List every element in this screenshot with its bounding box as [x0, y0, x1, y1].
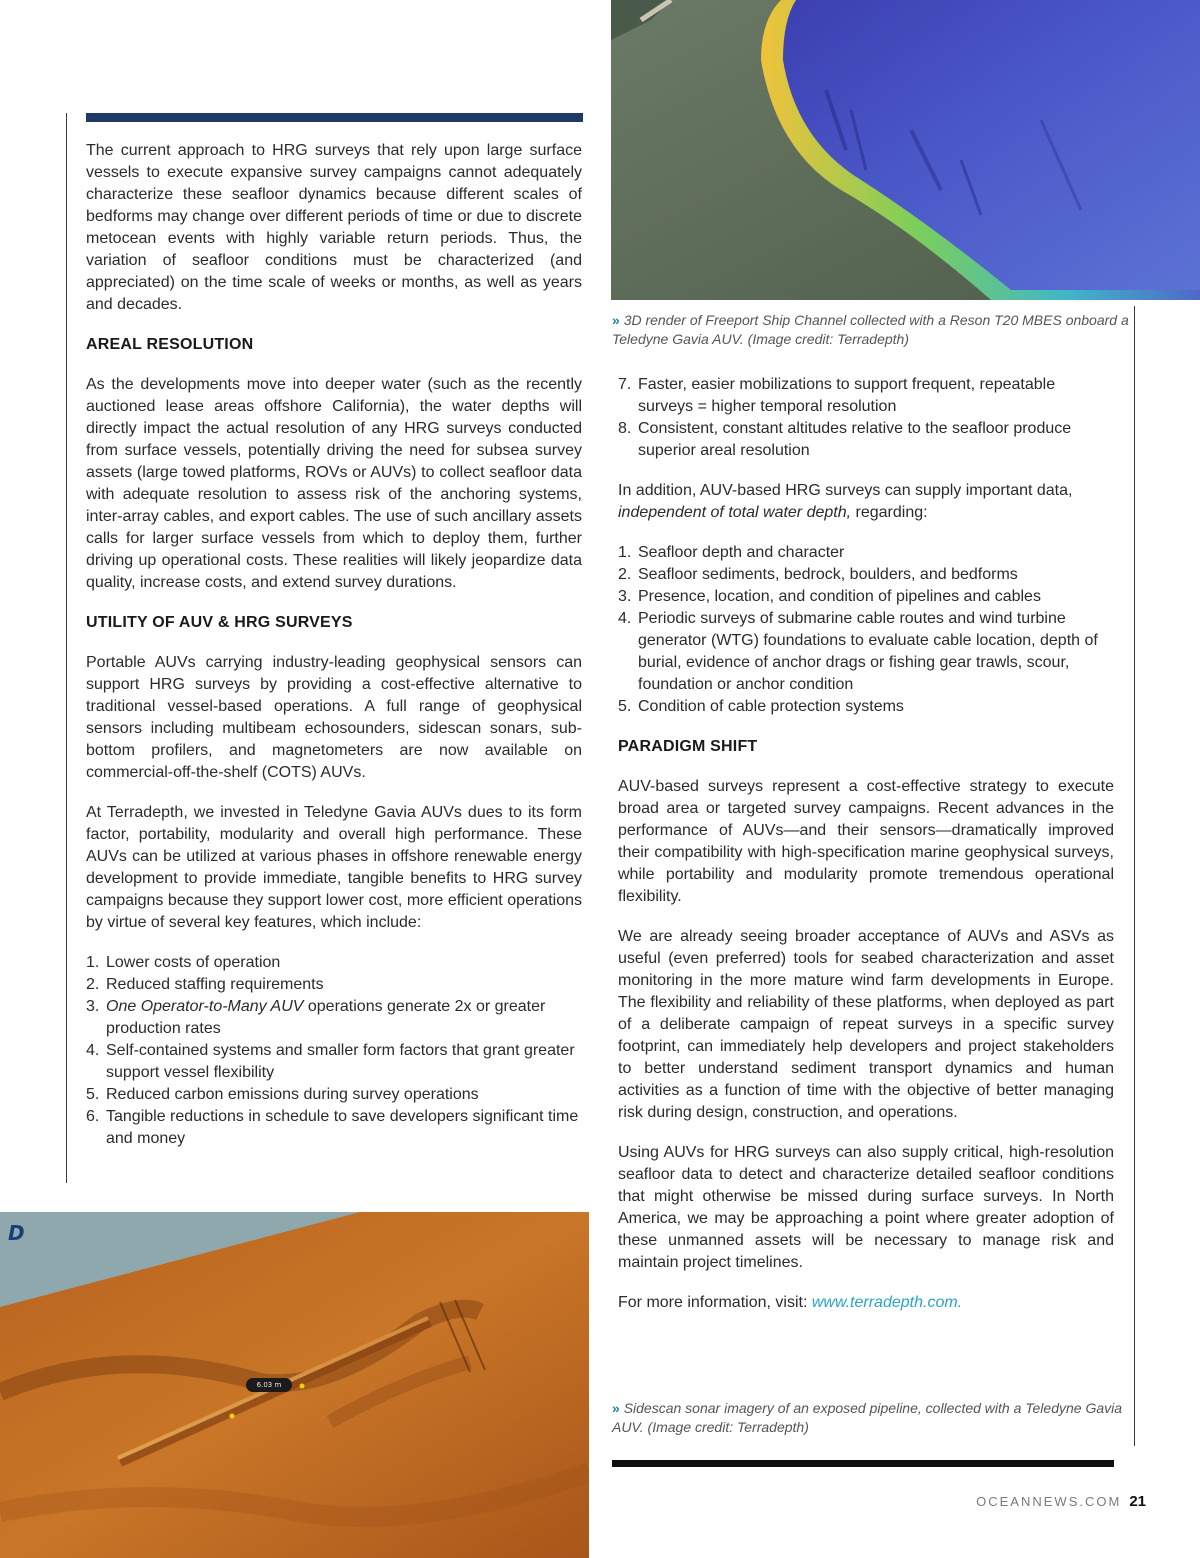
areal-paragraph: As the developments move into deeper water (such as the recently auctioned lease areas offshore California), the water depths will directly impact the actual resolution of any HRG surveys conducted from surface vessels, potentially driving the need for subsea survey assets (large towed platforms, ROVs or AUVs) to collect seafloor data with adequate resolution to assess risk of the anchoring systems, inter-array cables, and export cables. The use of such ancillary assets calls for larger surface vessels from which to deploy them, further driving up operational costs. These realities will likely jeopardize data quality, increase costs, and extend survey durations.: [86, 376, 582, 591]
paradigm-paragraph-1: AUV-based surveys represent a cost-effective strategy to execute broad area or targeted survey campaigns. Recent advances in the performance of AUVs—and their sensors—dramatically improved their compatibility with high-specification marine geophysical surveys, while portability and modularity promote tremendous operational flexibility.: [618, 778, 1114, 905]
list-item: 3. Presence, location, and condition of pipelines and cables: [618, 588, 1041, 605]
measurement-label: 6.03 m: [246, 1378, 292, 1392]
svg-text:D: D: [8, 1221, 25, 1245]
right-column-rule: [1134, 306, 1135, 1446]
utility-paragraph-1: Portable AUVs carrying industry-leading geophysical sensors can support HRG surveys by providing a cost-effective alternative to traditional vessel-based operations. A full range of geophysical sensors including multibeam echosounders, sidescan sonars, sub-bottom profilers, and magnetometers are now available on commercial-off-the-shelf (COTS) AUVs.: [86, 654, 582, 781]
caption-chevron: »: [612, 1400, 620, 1416]
heading-utility: UTILITY OF AUV & HRG SURVEYS: [86, 614, 353, 631]
features-list: [86, 952, 582, 1150]
sidescan-sonar-image: [0, 1212, 589, 1558]
left-column: [86, 140, 582, 1168]
list-item: 2. Reduced staffing requirements: [86, 976, 324, 993]
data-items-list: [618, 542, 1114, 718]
left-column-rule: [66, 113, 67, 1183]
list-item: 4. Periodic surveys of submarine cable routes and wind turbine generator (WTG) foundations to evaluate cable location, depth of burial, evidence of anchor drags or fishing gear trawls, scour, foundation or anchor condition: [618, 610, 1098, 693]
addition-paragraph: In addition, AUV-based HRG surveys can supply important data, independent of total water depth, regarding:: [618, 482, 1073, 521]
list-item: 5. Condition of cable protection systems: [618, 698, 904, 715]
utility-paragraph-2: At Terradepth, we invested in Teledyne Gavia AUVs dues to its form factor, portability, modularity and overall high performance. These AUVs can be utilized at various phases in offshore renewable energy development to provide immediate, tangible benefits to HRG survey campaigns because they support lower cost, more efficient operations by virtue of several key features, which include:: [86, 804, 582, 931]
intro-paragraph: The current approach to HRG surveys that rely upon large surface vessels to execute expansive survey campaigns cannot adequately characterize these seafloor dynamics because different scales of bedforms may change over different periods of time or due to discrete metocean events with highly variable return periods. Thus, the variation of seafloor conditions must be characterized (and appreciated) on the time scale of weeks or months, as well as years and decades.: [86, 142, 582, 313]
list-item: 2. Seafloor sediments, bedrock, boulders, and bedforms: [618, 566, 1018, 583]
caption-text: 3D render of Freeport Ship Channel collected with a Reson T20 MBES onboard a Teledyne Gavia AUV. (Image credit: Terradepth): [612, 312, 1129, 347]
list-item: 5. Reduced carbon emissions during survey operations: [86, 1086, 479, 1103]
bottom-accent-bar: [612, 1460, 1114, 1467]
paradigm-paragraph-2: We are already seeing broader acceptance of AUVs and ASVs as useful (even preferred) tools for seabed characterization and asset monitoring in the more mature wind farm developments in Europe. The flexibility and reliability of these platforms, when deployed as part of a deliberate campaign of repeat surveys in a specific survey footprint, can immediately help developers and project stakeholders to better understand sediment transport dynamics and human activities as a function of time with the objective of better managing risk during design, construction, and operations.: [618, 928, 1114, 1121]
bottom-image-caption: [612, 1399, 1132, 1437]
page-number: 21: [1129, 1493, 1146, 1510]
site-name: OCEANNEWS.COM: [976, 1494, 1122, 1509]
list-item: 8. Consistent, constant altitudes relative to the seafloor produce superior areal resolution: [618, 420, 1072, 459]
terradepth-link[interactable]: www.terradepth.com.: [811, 1294, 963, 1311]
list-item: 7. Faster, easier mobilizations to support frequent, repeatable surveys = higher temporal resolution: [618, 376, 1056, 415]
paradigm-paragraph-3: Using AUVs for HRG surveys can also supply critical, high-resolution seafloor data to detect and characterize detailed seafloor conditions that might otherwise be missed during surface surveys. In North America, we may be approaching a point where greater adoption of these unmanned assets will be necessary to manage risk and maintain project timelines.: [618, 1144, 1114, 1271]
features-list-continued: [618, 374, 1114, 462]
list-item: 1. Lower costs of operation: [86, 954, 281, 971]
list-item: 1. Seafloor depth and character: [618, 544, 845, 561]
top-image-caption: [612, 311, 1132, 349]
list-item: 3. One Operator-to-Many AUV operations generate 2x or greater production rates: [86, 998, 546, 1037]
caption-text: Sidescan sonar imagery of an exposed pipeline, collected with a Teledyne Gavia AUV. (Image credit: Terradepth): [612, 1400, 1123, 1435]
list-item: 6. Tangible reductions in schedule to save developers significant time and money: [86, 1108, 579, 1147]
right-column: [618, 374, 1114, 1332]
caption-chevron: »: [612, 312, 620, 328]
channel-render-image: [611, 0, 1200, 300]
heading-paradigm-shift: PARADIGM SHIFT: [618, 738, 758, 755]
section-accent-bar: [86, 113, 583, 122]
list-item: 4. Self-contained systems and smaller form factors that grant greater support vessel flexibility: [86, 1042, 575, 1081]
more-info-paragraph: For more information, visit: www.terradepth.com.: [618, 1294, 963, 1311]
heading-areal-resolution: AREAL RESOLUTION: [86, 336, 254, 353]
page-footer: [880, 1493, 1146, 1510]
